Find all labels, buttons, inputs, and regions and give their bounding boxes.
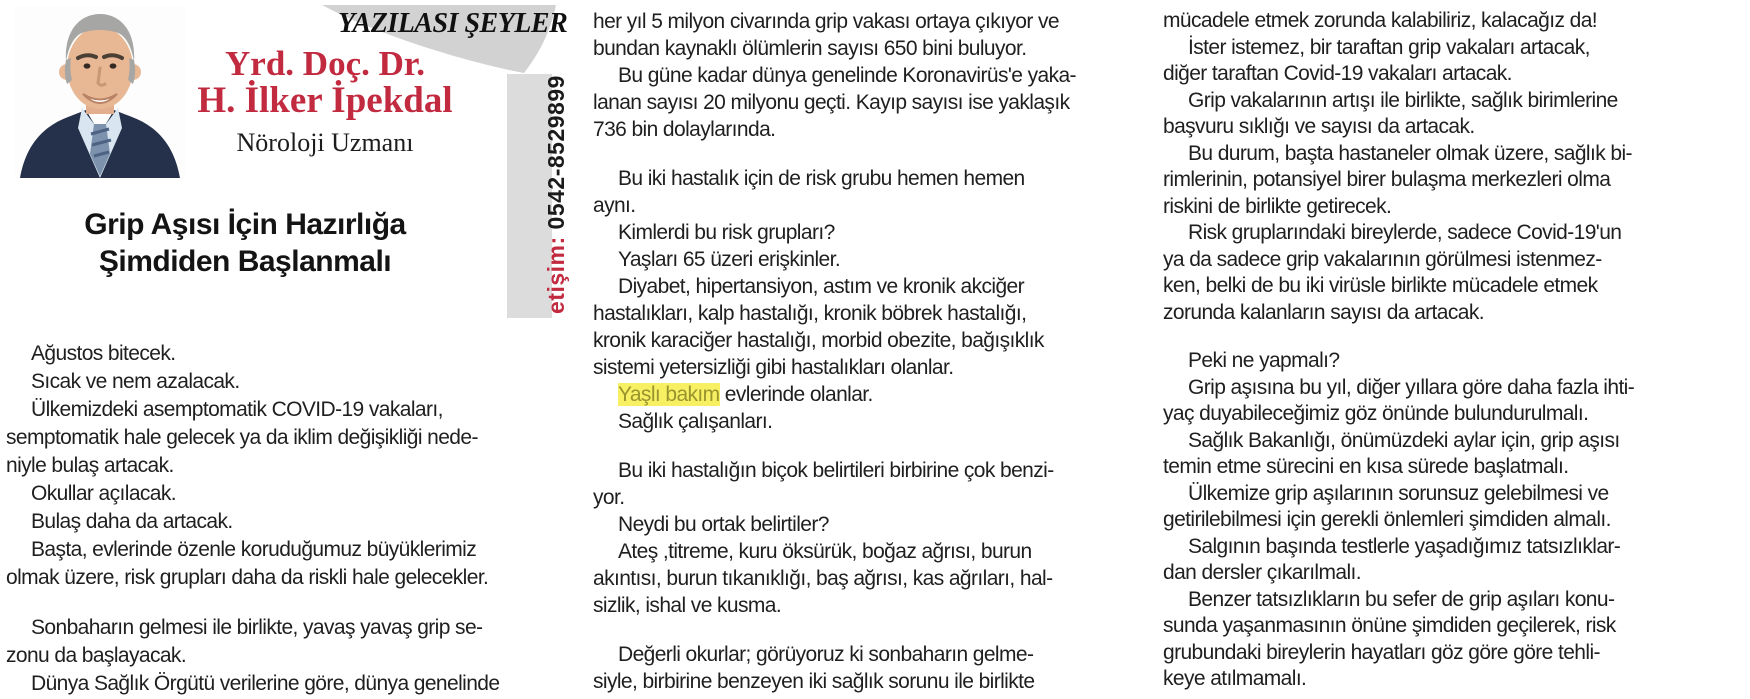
text-line: Ağustos bitecek. [31,342,176,365]
highlighted-text: Yaşlı bakım [618,383,720,406]
text-line: Ülkemize grip aşılarının sorunsuz gelebilmesi ve [1188,481,1609,505]
text-line: Başta, evlerinde özenle koruduğumuz büyüklerimiz [31,538,477,561]
contact-label: etişim: [543,229,569,314]
text-line: Yaşları 65 üzeri erişkinler. [618,248,841,271]
text-line: lanan sayısı 20 milyonu geçti. Kayıp sayısı ise yaklaşık [593,91,1070,114]
article-column-right [1163,8,1747,693]
text-line: sistemi yetersizliği gibi hastalıkları olanlar. [593,356,954,379]
contact-info [543,75,570,314]
text-line: her yıl 5 milyon civarında grip vakası ortaya çıkıyor ve [593,10,1059,33]
text-line: hastalıkları, kalp hastalığı, kronik böbrek hastalığı, [593,302,1027,325]
text-line: keye atılmamalı. [1163,667,1307,690]
text-line: diğer taraftan Covid-19 vakaları artacak. [1163,62,1512,85]
article-column-left [6,340,522,698]
text-line: Bulaş daha da artacak. [31,510,233,533]
text-line: İster istemez, bir taraftan grip vakaları artacak, [1188,35,1590,59]
text-line: getirilebilmesi için gerekli önlemleri şimdiden almalı. [1163,508,1611,531]
text-line: olmak üzere, risk grupları daha da riskli hale gelecekler. [6,566,489,589]
text-line: temin etme sürecini en kısa sürede başlatmalı. [1163,455,1569,478]
text-line: Sonbaharın gelmesi ile birlikte, yavaş yavaş grip se- [31,616,483,639]
author-byline [140,45,510,120]
text-line: Sağlık çalışanları. [618,410,773,433]
text-line: Benzer tatsızlıkların bu sefer de grip aşıları konu- [1188,587,1615,611]
author-specialty: Nöroloji Uzmanı [236,128,414,157]
column-header-title: YAZILASI ŞEYLER [338,8,568,39]
text-line: semptomatik hale gelecek ya da iklim değişikliği nede- [6,426,478,449]
paragraph-gap [593,143,1109,165]
text-line: rimlerinin, potansiyel birer bulaşma merkezleri olma [1163,168,1611,191]
text-line: aynı. [593,194,636,217]
text-line: yaç duyabileceğimiz göz önünde bulundurulmalı. [1163,402,1589,425]
headline-line-2: Şimdiden Başlanmalı [98,245,392,278]
text-line: Bu durum, başta hastaneler olmak üzere, sağlık bi- [1188,141,1632,165]
text-line: ya da sadece grip vakalarının görülmesi istenmez- [1163,247,1602,271]
text-line: zonu da başlayacak. [6,644,187,667]
text-line: kronik karaciğer hastalığı, morbid obezite, bağışıklık [593,329,1044,352]
text-line: Ateş ,titreme, kuru öksürük, boğaz ağrısı, burun [618,540,1032,563]
text-line: Dünya Sağlık Örgütü verilerine göre, dünya genelinde [31,672,500,695]
article-column-middle [593,8,1109,695]
text-line: grubundaki bireylerin hayatları göz göre göre tehli- [1163,640,1600,664]
text-line: siyle, birbirine benzeyen iki sağlık sorunu ile birlikte [593,670,1035,693]
text-line: Grip aşısına bu yıl, diğer yıllara göre daha fazla ihti- [1188,375,1635,399]
paragraph-gap [6,592,522,614]
text-line: 736 bin dolaylarında. [593,118,776,141]
paragraph-gap [593,435,1109,457]
text-line: Bu güne kadar dünya genelinde Koronavirüs'e yaka- [618,64,1076,87]
text-line: yor. [593,486,625,509]
text-line: Yaşlı bakım evlerinde olanlar. [618,383,873,406]
text-line: Bu iki hastalık için de risk grubu hemen hemen [618,167,1025,190]
text-line: sizlik, ishal ve kusma. [593,594,782,617]
text-line: akıntısı, burun tıkanıklığı, baş ağrısı, kas ağrıları, hal- [593,567,1053,590]
text-line: Risk gruplarındaki bireylerde, sadece Covid-19'un [1188,221,1622,244]
contact-strip [507,74,569,318]
text-line: Sağlık Bakanlığı, önümüzdeki aylar için, grip aşısı [1188,428,1620,452]
text-line: Peki ne yapmalı? [1188,349,1340,372]
headline-line-1: Grip Aşısı İçin Hazırlığa [84,208,406,241]
text-line: sunda yaşanmasının önüne şimdiden geçilerek, risk [1163,614,1616,637]
paragraph-gap [593,619,1109,641]
text-line: mücadele etmek zorunda kalabiliriz, kalacağız da! [1163,9,1598,32]
text-line: Kimlerdi bu risk grupları? [618,221,835,244]
text-line: ken, belki de bu iki virüsle birlikte mücadele etmek [1163,274,1598,297]
text-line: Ülkemizdeki asemptomatik COVID-19 vakaları, [31,398,443,421]
text-line: Diyabet, hipertansiyon, astım ve kronik akciğer [618,275,1024,298]
text-line: riskini de birlikte getirecek. [1163,194,1392,218]
text-line: Grip vakalarının artışı ile birlikte, sağlık birimlerine [1188,88,1618,112]
paragraph-gap [1163,326,1747,348]
text-line: Bu iki hastalığın biçok belirtileri birbirine çok benzi- [618,459,1054,482]
text-line: Değerli okurlar; görüyoruz ki sonbaharın gelme- [618,643,1034,666]
text-line: Neydi bu ortak belirtiler? [618,513,829,536]
text-line: Sıcak ve nem azalacak. [31,370,240,393]
text-line: başvuru sıklığı ve sayısı da artacak. [1163,115,1475,138]
text-line: bundan kaynaklı ölümlerin sayısı 650 bini buluyor. [593,37,1027,60]
text-line: Okullar açılacak. [31,482,177,505]
text-line: dan dersler çıkarılmalı. [1163,561,1362,584]
contact-number: 0542-8529899 [543,75,569,230]
text-line: niyle bulaş artacak. [6,454,174,477]
article-headline [15,206,475,280]
author-prefix: Yrd. Doç. Dr. [225,44,425,83]
text-line: Salgının başında testlerle yaşadığımız tatsızlıklar- [1188,534,1621,558]
author-name: H. İlker İpekdal [197,80,453,121]
text-line: zorunda kalanların sayısı da artacak. [1163,300,1484,324]
